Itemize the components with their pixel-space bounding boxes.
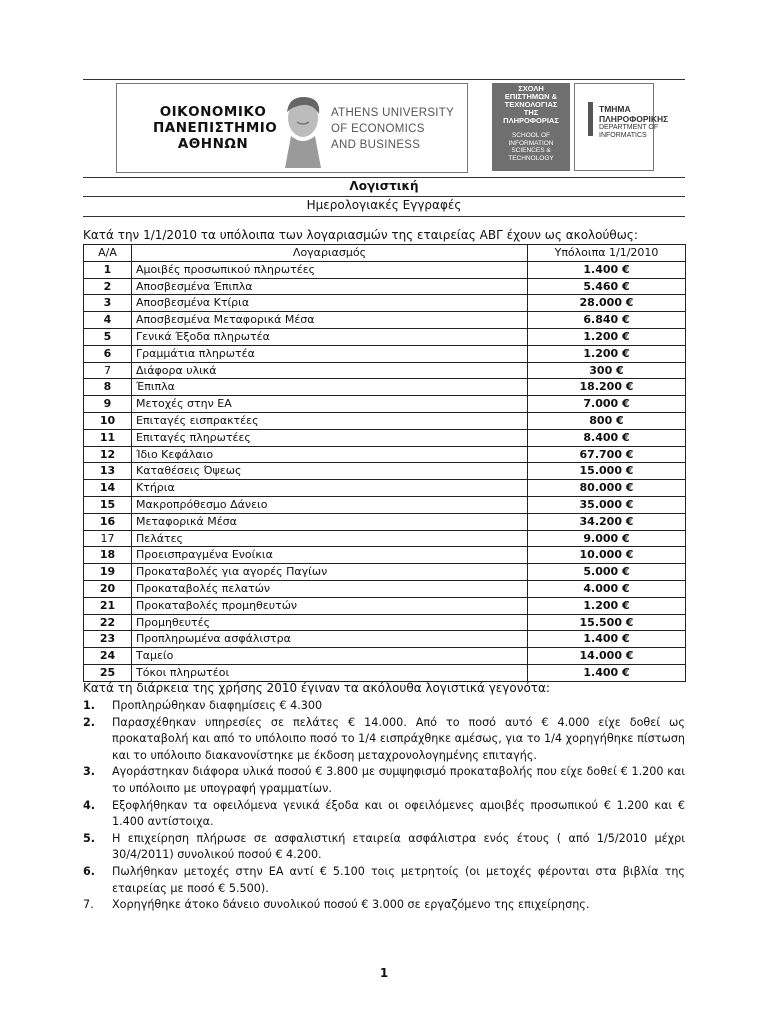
page-number: 1 <box>379 966 389 980</box>
table-row <box>84 564 686 581</box>
row-account: Έπιπλα <box>132 379 528 396</box>
table-row <box>84 261 686 278</box>
department-english-name: DEPARTMENT OF INFORMATICS <box>599 124 659 139</box>
list-item-text: Χορηγήθηκε άτοκο δάνειο συνολικού ποσού € 3.000 σε εργαζόμενο της επιχείρησης. <box>112 898 590 912</box>
row-account: Προκαταβολές προμηθευτών <box>132 597 528 614</box>
row-balance: 14.000 € <box>528 648 686 665</box>
department-greek-name: ΤΜΗΜΑ ΠΛΗΡΟΦΟΡΙΚΗΣ <box>599 104 669 124</box>
row-balance: 6.840 € <box>528 312 686 329</box>
row-account: Ίδιο Κεφάλαιο <box>132 446 528 463</box>
table-row <box>84 345 686 362</box>
facts-list <box>83 698 685 914</box>
row-balance: 1.200 € <box>528 345 686 362</box>
table-row <box>84 396 686 413</box>
row-balance: 1.200 € <box>528 328 686 345</box>
list-item-number: 2. <box>83 715 96 729</box>
row-number: 10 <box>84 412 132 429</box>
row-balance: 18.200 € <box>528 379 686 396</box>
row-account: Πελάτες <box>132 530 528 547</box>
list-item-text: Εξοφλήθηκαν τα οφειλόμενα γενικά έξοδα και οι οφειλόμενες αμοιβές προσωπικού € 1.200 και € 1.400 αντίστοιχα. <box>112 798 685 829</box>
table-row <box>84 412 686 429</box>
list-item <box>83 698 685 715</box>
list-item-text: Προπληρώθηκαν διαφημίσεις € 4.300 <box>112 699 323 712</box>
row-number: 15 <box>84 496 132 513</box>
row-number: 13 <box>84 463 132 480</box>
header-account: Λογαριασμός <box>132 245 528 262</box>
row-account: Κτήρια <box>132 480 528 497</box>
table-row <box>84 429 686 446</box>
page-subtitle: Ημερολογιακές Εγγραφές <box>306 198 462 212</box>
row-balance: 1.400 € <box>528 664 686 681</box>
row-balance: 5.460 € <box>528 278 686 295</box>
table-row <box>84 379 686 396</box>
row-balance: 9.000 € <box>528 530 686 547</box>
table-row <box>84 530 686 547</box>
row-number: 8 <box>84 379 132 396</box>
row-balance: 35.000 € <box>528 496 686 513</box>
list-item <box>83 715 685 765</box>
row-balance: 1.400 € <box>528 631 686 648</box>
aueb-logo <box>116 83 468 173</box>
row-balance: 10.000 € <box>528 547 686 564</box>
table-row <box>84 547 686 564</box>
row-balance: 15.000 € <box>528 463 686 480</box>
school-greek-name: ΣΧΟΛΗ ΕΠΙΣΤΗΜΩΝ & ΤΕΧΝΟΛΟΓΙΑΣ ΤΗΣ ΠΛΗΡΟΦΟΡΙΑΣ <box>503 84 559 125</box>
row-balance: 80.000 € <box>528 480 686 497</box>
row-account: Αμοιβές προσωπικού πληρωτέες <box>132 261 528 278</box>
title-rule <box>83 196 685 197</box>
row-account: Μετοχές στην ΕΑ <box>132 396 528 413</box>
table-row <box>84 362 686 379</box>
row-account: Μεταφορικά Μέσα <box>132 513 528 530</box>
row-balance: 1.400 € <box>528 261 686 278</box>
list-item <box>83 897 685 914</box>
page-title: Λογιστική <box>349 179 419 193</box>
list-item-number: 1. <box>83 699 96 712</box>
aueb-english-name: ATHENS UNIVERSITY OF ECONOMICS AND BUSINESS <box>331 107 455 151</box>
row-account: Προεισπραγμένα Ενοίκια <box>132 547 528 564</box>
row-number: 25 <box>84 664 132 681</box>
row-number: 1 <box>84 261 132 278</box>
list-item-number: 7. <box>83 898 94 912</box>
subtitle-rule <box>83 216 685 217</box>
balances-table <box>83 244 686 682</box>
row-account: Ταμείο <box>132 648 528 665</box>
table-row <box>84 463 686 480</box>
list-item-text: Αγοράστηκαν διάφορα υλικά ποσού € 3.800 με συμψηφισμό προκαταβολής που είχε δοθεί € 1.200 και το υπόλοιπο με υπογραφή γραμματίων. <box>112 765 685 795</box>
row-balance: 5.000 € <box>528 564 686 581</box>
list-item-number: 5. <box>83 831 96 845</box>
row-number: 9 <box>84 396 132 413</box>
table-row <box>84 312 686 329</box>
row-account: Προκαταβολές για αγορές Παγίων <box>132 564 528 581</box>
row-balance: 8.400 € <box>528 429 686 446</box>
list-item-text: Παρασχέθηκαν υπηρεσίες σε πελάτες € 14.000. Από το ποσό αυτό € 4.000 είχε δοθεί ως προκαταβολή και από το υπόλοιπο ποσό το 1/4 εισπράχθηκε αμέσως, για το 1/4 χορηγήθηκε πίστωση και το υπόλοιπο διακανονίστηκε με έκδοση μεταχρονολογημένης επιταγής. <box>112 715 685 762</box>
facts-intro <box>83 681 550 695</box>
table-row <box>84 648 686 665</box>
row-number: 18 <box>84 547 132 564</box>
row-number: 21 <box>84 597 132 614</box>
list-item-number: 3. <box>83 765 96 779</box>
row-balance: 4.000 € <box>528 580 686 597</box>
row-number: 5 <box>84 328 132 345</box>
top-rule <box>83 79 685 80</box>
row-number: 7 <box>84 362 132 379</box>
row-account: Διάφορα υλικά <box>132 362 528 379</box>
list-item <box>83 831 685 864</box>
row-number: 2 <box>84 278 132 295</box>
row-number: 24 <box>84 648 132 665</box>
row-number: 11 <box>84 429 132 446</box>
table-row <box>84 513 686 530</box>
table-row <box>84 664 686 681</box>
table-row <box>84 580 686 597</box>
table-row <box>84 278 686 295</box>
header-rule <box>83 177 685 178</box>
row-number: 14 <box>84 480 132 497</box>
table-header-row <box>84 245 686 262</box>
row-account: Αποσβεσμένα Μεταφορικά Μέσα <box>132 312 528 329</box>
row-number: 16 <box>84 513 132 530</box>
athena-bust-icon <box>277 92 329 168</box>
facts-intro-text: Κατά τη διάρκεια της χρήσης 2010 έγιναν τα ακόλουθα λογιστικά γεγονότα: <box>83 681 550 695</box>
row-account: Επιταγές πληρωτέες <box>132 429 528 446</box>
row-balance: 28.000 € <box>528 295 686 312</box>
row-number: 12 <box>84 446 132 463</box>
row-account: Επιταγές εισπρακτέες <box>132 412 528 429</box>
list-item-number: 4. <box>83 798 96 812</box>
school-english-name: SCHOOL OF INFORMATION SCIENCES & TECHNOLOGY <box>508 132 554 162</box>
school-logo <box>492 83 570 171</box>
list-item-text: Πωλήθηκαν μετοχές στην ΕΑ αντί € 5.100 τοις μετρητοίς (οι μετοχές φέρονται στα βιβλία της εταιρείας με ποσό € 5.500). <box>112 864 685 895</box>
table-row <box>84 295 686 312</box>
table-body <box>84 261 686 681</box>
row-number: 17 <box>84 530 132 547</box>
list-item-number: 6. <box>83 864 96 878</box>
row-balance: 300 € <box>528 362 686 379</box>
row-number: 19 <box>84 564 132 581</box>
table-row <box>84 597 686 614</box>
department-logo-bar <box>588 102 593 136</box>
row-balance: 800 € <box>528 412 686 429</box>
row-account: Αποσβεσμένα Έπιπλα <box>132 278 528 295</box>
row-balance: 1.200 € <box>528 597 686 614</box>
row-number: 6 <box>84 345 132 362</box>
aueb-greek-name: ΟΙΚΟΝΟΜΙΚΟ ΠΑΝΕΠΙΣΤΗΜΙΟ ΑΘΗΝΩΝ <box>153 104 278 152</box>
row-account: Προμηθευτές <box>132 614 528 631</box>
row-number: 23 <box>84 631 132 648</box>
header-balance: Υπόλοιπα 1/1/2010 <box>528 245 686 262</box>
table-row <box>84 614 686 631</box>
list-item <box>83 764 685 797</box>
balances-intro: Κατά την 1/1/2010 τα υπόλοιπα των λογαριασμών της εταιρείας ΑΒΓ έχουν ως ακολούθως: <box>83 228 638 242</box>
row-account: Προπληρωμένα ασφάλιστρα <box>132 631 528 648</box>
list-item <box>83 798 685 831</box>
row-number: 3 <box>84 295 132 312</box>
row-account: Καταθέσεις Όψεως <box>132 463 528 480</box>
table-row <box>84 446 686 463</box>
list-item <box>83 864 685 897</box>
row-balance: 34.200 € <box>528 513 686 530</box>
table-row <box>84 496 686 513</box>
list-item-text: Η επιχείρηση πλήρωσε σε ασφαλιστική εταιρεία ασφάλιστρα ενός έτους ( από 1/5/2010 μέχρι 30/4/2011) συνολικού ποσού € 4.200. <box>112 831 685 862</box>
table-row <box>84 480 686 497</box>
row-account: Γραμμάτια πληρωτέα <box>132 345 528 362</box>
header-number: Α/Α <box>84 245 132 262</box>
row-account: Αποσβεσμένα Κτίρια <box>132 295 528 312</box>
row-number: 22 <box>84 614 132 631</box>
table-row <box>84 328 686 345</box>
row-balance: 7.000 € <box>528 396 686 413</box>
row-number: 4 <box>84 312 132 329</box>
row-account: Γενικά Έξοδα πληρωτέα <box>132 328 528 345</box>
row-balance: 15.500 € <box>528 614 686 631</box>
row-number: 20 <box>84 580 132 597</box>
row-account: Μακροπρόθεσμο Δάνειο <box>132 496 528 513</box>
row-account: Τόκοι πληρωτέοι <box>132 664 528 681</box>
row-account: Προκαταβολές πελατών <box>132 580 528 597</box>
department-logo <box>574 83 669 171</box>
row-balance: 67.700 € <box>528 446 686 463</box>
table-row <box>84 631 686 648</box>
